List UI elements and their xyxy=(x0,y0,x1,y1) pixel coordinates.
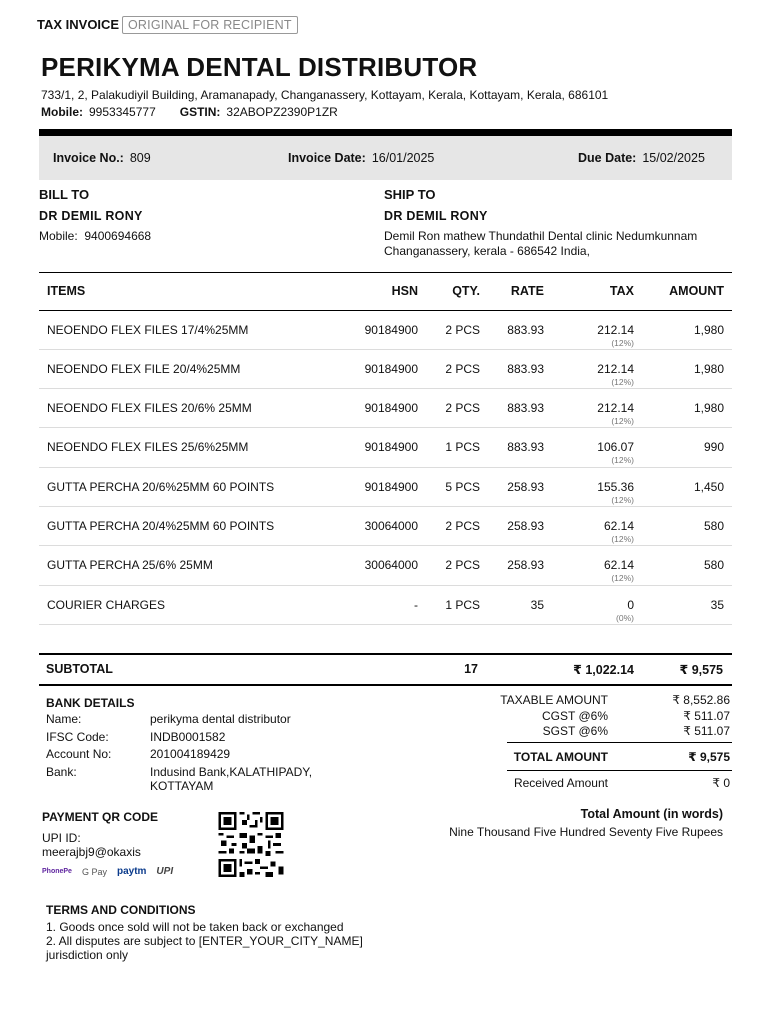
table-row xyxy=(39,389,732,428)
table-row xyxy=(39,467,732,506)
upi-id: UPI ID: meerajbj9@okaxis xyxy=(42,831,141,859)
item-tax: 155.36 (12%) xyxy=(552,467,642,506)
subtotal-qty: 17 xyxy=(464,662,478,676)
item-amount: 580 xyxy=(642,546,732,585)
amount-in-words-heading: Total Amount (in words) xyxy=(580,807,723,821)
item-tax: 212.14 (12%) xyxy=(552,349,642,388)
item-tax: 212.14 (12%) xyxy=(552,389,642,428)
item-tax-percent: (12%) xyxy=(611,533,634,544)
item-qty: 2 PCS xyxy=(426,310,488,349)
bill-to-mobile: Mobile: 9400694668 xyxy=(39,229,152,243)
col-items: ITEMS xyxy=(39,273,329,310)
header-divider xyxy=(39,129,732,136)
item-amount: 1,980 xyxy=(642,389,732,428)
cgst-label: CGST @6% xyxy=(542,709,608,723)
item-qty: 2 PCS xyxy=(426,389,488,428)
item-amount: 1,450 xyxy=(642,467,732,506)
ship-to-name: DR DEMIL RONY xyxy=(384,209,488,223)
item-hsn: 90184900 xyxy=(329,467,426,506)
subtotal-top-rule xyxy=(39,653,732,655)
payment-logos xyxy=(42,866,173,877)
item-qty: 1 PCS xyxy=(426,585,488,624)
item-tax: 62.14 (12%) xyxy=(552,506,642,545)
sgst-value: ₹ 511.07 xyxy=(683,724,730,738)
item-name: GUTTA PERCHA 20/4%25MM 60 POINTS xyxy=(39,506,329,545)
mobile-label: Mobile: xyxy=(41,105,83,119)
subtotal-tax: ₹ 1,022.14 xyxy=(573,663,634,677)
term-1: 1. Goods once sold will not be taken back or exchanged xyxy=(46,920,344,934)
table-row xyxy=(39,506,732,545)
bank-name-row: Name: perikyma dental distributor xyxy=(46,712,291,726)
terms-heading: TERMS AND CONDITIONS xyxy=(46,903,196,917)
payment-qr-heading: PAYMENT QR CODE xyxy=(42,810,159,824)
item-amount: 1,980 xyxy=(642,349,732,388)
item-tax: 106.07 (12%) xyxy=(552,428,642,467)
table-row xyxy=(39,310,732,349)
col-amount: AMOUNT xyxy=(642,273,732,310)
item-hsn: 90184900 xyxy=(329,428,426,467)
item-qty: 2 PCS xyxy=(426,506,488,545)
subtotal-bottom-rule xyxy=(39,684,732,686)
item-tax-percent: (12%) xyxy=(611,337,634,348)
item-rate: 883.93 xyxy=(488,389,552,428)
subtotal-amount: ₹ 9,575 xyxy=(679,663,723,677)
item-hsn: 30064000 xyxy=(329,546,426,585)
col-hsn: HSN xyxy=(329,273,426,310)
col-tax: TAX xyxy=(552,273,642,310)
invoice-date: Invoice Date: 16/01/2025 xyxy=(288,151,435,165)
item-rate: 883.93 xyxy=(488,349,552,388)
table-row xyxy=(39,546,732,585)
company-gstin: 32ABOPZ2390P1ZR xyxy=(226,105,338,119)
table-row xyxy=(39,428,732,467)
received-amount-label: Received Amount xyxy=(513,776,608,790)
document-type: TAX INVOICE xyxy=(37,17,120,32)
item-rate: 883.93 xyxy=(488,428,552,467)
item-amount: 35 xyxy=(642,585,732,624)
item-name: GUTTA PERCHA 25/6% 25MM xyxy=(39,546,329,585)
item-rate: 258.93 xyxy=(488,467,552,506)
item-amount: 990 xyxy=(642,428,732,467)
item-qty: 1 PCS xyxy=(426,428,488,467)
table-row xyxy=(39,585,732,624)
payment-qr-code xyxy=(217,812,285,877)
sgst-label: SGST @6% xyxy=(542,724,608,738)
item-qty: 2 PCS xyxy=(426,349,488,388)
item-rate: 35 xyxy=(488,585,552,624)
bill-to-heading: BILL TO xyxy=(39,187,90,202)
upi-logo-icon: UPI xyxy=(156,866,174,877)
item-name: NEOENDO FLEX FILES 17/4%25MM xyxy=(39,310,329,349)
item-tax-percent: (12%) xyxy=(611,573,634,584)
item-tax: 62.14 (12%) xyxy=(552,546,642,585)
item-hsn: 90184900 xyxy=(329,349,426,388)
company-name: PERIKYMA DENTAL DISTRIBUTOR xyxy=(41,52,478,82)
item-qty: 5 PCS xyxy=(426,467,488,506)
item-tax: 0 (0%) xyxy=(552,585,642,624)
company-address: 733/1, 2, Palakudiyil Building, Aramanapady, Changanassery, Kottayam, Kerala, Kottayam, Kerala, 686101 xyxy=(41,88,609,102)
col-qty: QTY. xyxy=(426,273,488,310)
item-tax-percent: (12%) xyxy=(611,416,634,427)
amount-in-words: Nine Thousand Five Hundred Seventy Five Rupees xyxy=(449,825,723,839)
item-tax-percent: (0%) xyxy=(616,612,634,623)
bank-ifsc-row: IFSC Code: INDB0001582 xyxy=(46,730,226,744)
bank-account-row: Account No: 201004189429 xyxy=(46,747,231,761)
taxable-amount-value: ₹ 8,552.86 xyxy=(672,693,730,707)
bill-to-name: DR DEMIL RONY xyxy=(39,209,143,223)
phonepe-logo-icon: PhonePe xyxy=(42,868,72,875)
original-badge: ORIGINAL FOR RECIPIENT xyxy=(122,16,298,34)
item-tax: 212.14 (12%) xyxy=(552,310,642,349)
item-qty: 2 PCS xyxy=(426,546,488,585)
table-row xyxy=(39,349,732,388)
company-contact xyxy=(41,105,338,119)
total-top-rule xyxy=(507,742,732,743)
taxable-amount-label: TAXABLE AMOUNT xyxy=(500,693,608,707)
due-date: Due Date: 15/02/2025 xyxy=(578,151,705,165)
table-header-row xyxy=(39,273,732,310)
item-hsn: 90184900 xyxy=(329,310,426,349)
ship-to-address: Demil Ron mathew Thundathil Dental clinic Nedumkunnam Changanassery, kerala - 686542 India, xyxy=(384,229,698,258)
item-name: COURIER CHARGES xyxy=(39,585,329,624)
items-table xyxy=(39,273,732,625)
item-name: NEOENDO FLEX FILE 20/4%25MM xyxy=(39,349,329,388)
received-amount-value: ₹ 0 xyxy=(712,776,730,790)
bank-details-heading: BANK DETAILS xyxy=(46,696,135,710)
item-amount: 1,980 xyxy=(642,310,732,349)
item-tax-percent: (12%) xyxy=(611,455,634,466)
item-name: NEOENDO FLEX FILES 25/6%25MM xyxy=(39,428,329,467)
bank-bank-row: Bank: Indusind Bank,KALATHIPADY, KOTTAYAM xyxy=(46,765,313,793)
item-hsn: 30064000 xyxy=(329,506,426,545)
term-2: 2. All disputes are subject to [ENTER_YOUR_CITY_NAME] jurisdiction only xyxy=(46,934,363,962)
item-hsn: 90184900 xyxy=(329,389,426,428)
total-bottom-rule xyxy=(507,770,732,771)
gstin-label: GSTIN: xyxy=(179,105,221,119)
item-rate: 258.93 xyxy=(488,546,552,585)
item-tax-percent: (12%) xyxy=(611,376,634,387)
terms-list xyxy=(46,920,376,962)
gpay-logo-icon: G Pay xyxy=(81,866,107,877)
total-amount-label: TOTAL AMOUNT xyxy=(513,750,608,764)
invoice-info-band xyxy=(39,136,732,180)
invoice-number: Invoice No.: 809 xyxy=(53,151,151,165)
item-name: NEOENDO FLEX FILES 20/6% 25MM xyxy=(39,389,329,428)
company-mobile: 9953345777 xyxy=(89,105,156,119)
item-hsn: - xyxy=(329,585,426,624)
item-tax-percent: (12%) xyxy=(611,494,634,505)
cgst-value: ₹ 511.07 xyxy=(683,709,730,723)
subtotal-label: SUBTOTAL xyxy=(46,662,113,676)
item-amount: 580 xyxy=(642,506,732,545)
paytm-logo-icon: paytm xyxy=(116,866,147,877)
col-rate: RATE xyxy=(488,273,552,310)
item-rate: 883.93 xyxy=(488,310,552,349)
ship-to-heading: SHIP TO xyxy=(384,187,436,202)
total-amount-value: ₹ 9,575 xyxy=(688,750,730,764)
item-name: GUTTA PERCHA 20/6%25MM 60 POINTS xyxy=(39,467,329,506)
item-rate: 258.93 xyxy=(488,506,552,545)
